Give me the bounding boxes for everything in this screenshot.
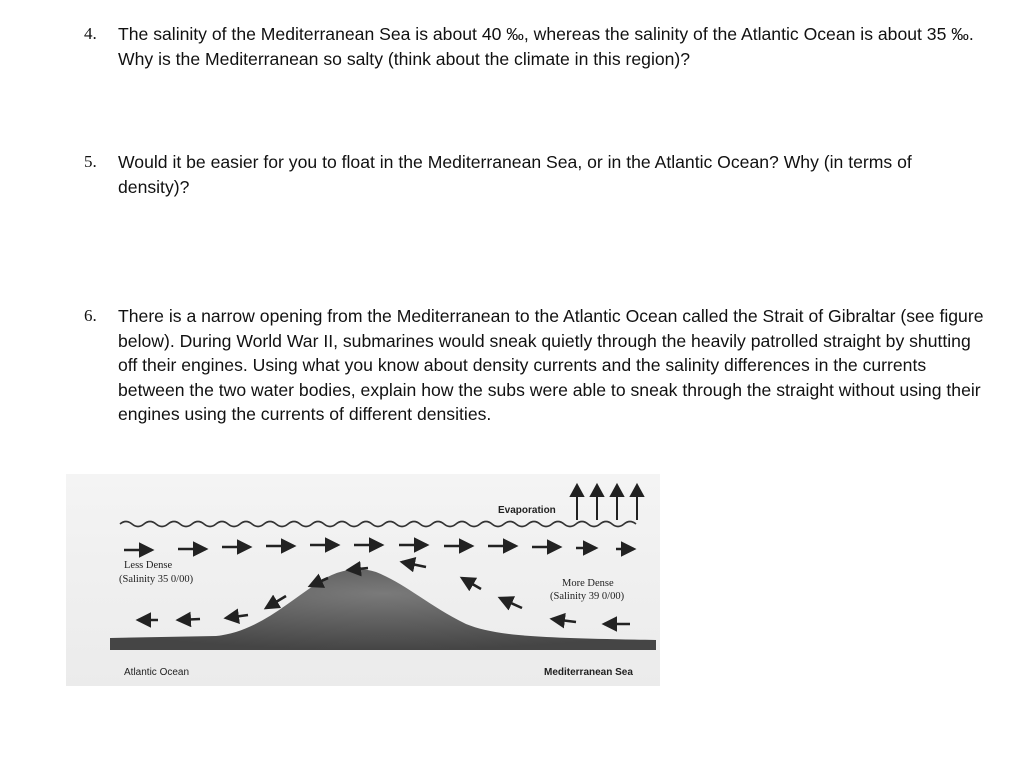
mediterranean-salinity-label: (Salinity 39 0/00) (550, 591, 625, 602)
evaporation-label: Evaporation (498, 505, 556, 516)
question-number: 5. (84, 152, 97, 171)
atlantic-density-label: Less Dense (124, 560, 173, 571)
atlantic-salinity-label: (Salinity 35 0/00) (119, 574, 194, 585)
question-5 (84, 150, 984, 199)
strait-of-gibraltar-figure (66, 474, 660, 686)
question-number: 4. (84, 24, 97, 43)
question-text: There is a narrow opening from the Mediterranean to the Atlantic Ocean called the Strait of Gibraltar (see figure below). During World War II, submarines would sneak quietly through the heavily patrolled straight by shutting off their engines. Using what you know about density currents and the salinity differences in the currents between the two water bodies, explain how the subs were able to sneak through the straight without using their engines using the currents of different densities. (118, 306, 984, 425)
question-number: 6. (84, 306, 97, 325)
question-4 (84, 22, 984, 71)
mediterranean-density-label: More Dense (562, 578, 614, 589)
question-6 (84, 304, 984, 427)
mediterranean-sea-caption: Mediterranean Sea (544, 667, 633, 678)
atlantic-ocean-caption: Atlantic Ocean (124, 667, 190, 678)
question-text: The salinity of the Mediterranean Sea is about 40 ‰, whereas the salinity of the Atlantic Ocean is about 35 ‰. Why is the Mediterranean so salty (think about the climate in this region)? (118, 24, 974, 69)
question-text: Would it be easier for you to float in the Mediterranean Sea, or in the Atlantic Ocean? Why (in terms of density)? (118, 152, 912, 197)
